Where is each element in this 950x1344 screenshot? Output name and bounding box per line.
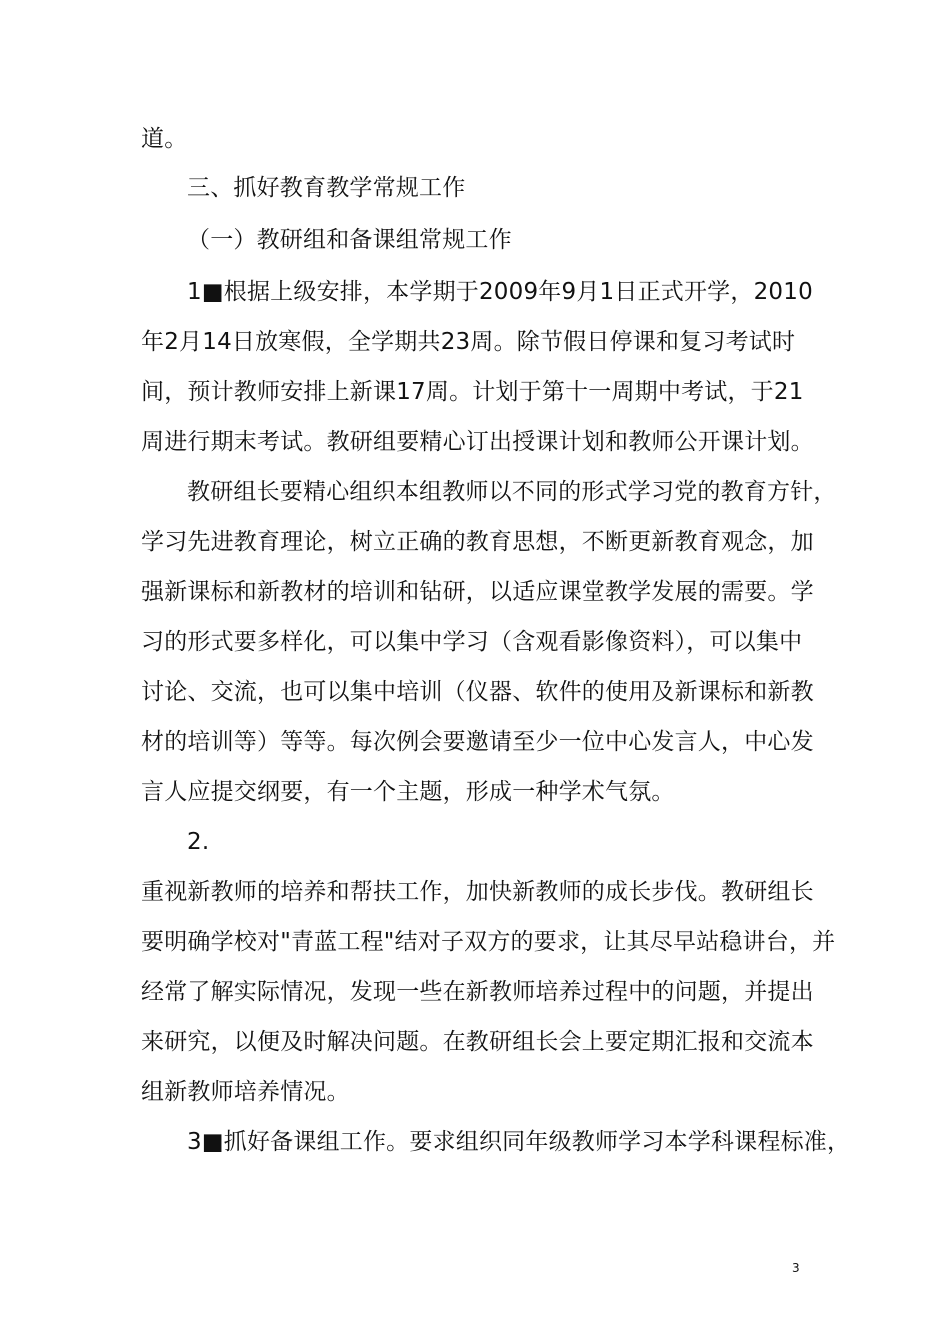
body-text-line: 言人应提交纲要，有一个主题，形成一种学术气氛。 (141, 779, 675, 805)
body-text-line: 讨论、交流，也可以集中培训（仪器、软件的使用及新课标和新教 (141, 679, 814, 705)
body-text-line: 年2月14日放寒假，全学期共23周。除节假日停课和复习考试时 (141, 329, 796, 355)
body-text-line: 重视新教师的培养和帮扶工作，加快新教师的成长步伐。教研组长 (141, 879, 814, 905)
body-text-line: 1■根据上级安排，本学期于2009年9月1日正式开学，2010 (187, 279, 813, 305)
body-text-line: 周进行期末考试。教研组要精心订出授课计划和教师公开课计划。 (141, 429, 814, 455)
page-number: 3 (792, 1261, 800, 1275)
body-text-line: 习的形式要多样化，可以集中学习（含观看影像资料），可以集中 (141, 629, 803, 655)
body-text-line: 要明确学校对"青蓝工程"结对子双方的要求，让其尽早站稳讲台，并 (141, 929, 836, 955)
body-text-line: 教研组长要精心组织本组教师以不同的形式学习党的教育方针， (187, 479, 837, 505)
section-heading: 三、抓好教育教学常规工作 (187, 175, 466, 201)
body-text-line: 3■抓好备课组工作。要求组织同年级教师学习本学科课程标准， (187, 1129, 851, 1155)
list-number: 2. (187, 829, 210, 855)
body-text-line: 组新教师培养情况。 (141, 1079, 350, 1105)
body-text-line: 学习先进教育理论，树立正确的教育思想，不断更新教育观念，加 (141, 529, 814, 555)
subsection-heading: （一）教研组和备课组常规工作 (187, 227, 512, 253)
body-text-line: 强新课标和新教材的培训和钻研，以适应课堂教学发展的需要。学 (141, 579, 814, 605)
body-text-line: 来研究，以便及时解决问题。在教研组长会上要定期汇报和交流本 (141, 1029, 814, 1055)
body-text-line: 间，预计教师安排上新课17周。计划于第十一周期中考试，于21 (141, 379, 804, 405)
body-text-line: 材的培训等）等等。每次例会要邀请至少一位中心发言人，中心发 (141, 729, 814, 755)
body-text-line: 经常了解实际情况，发现一些在新教师培养过程中的问题，并提出 (141, 979, 814, 1005)
body-text-line: 道。 (141, 126, 188, 152)
